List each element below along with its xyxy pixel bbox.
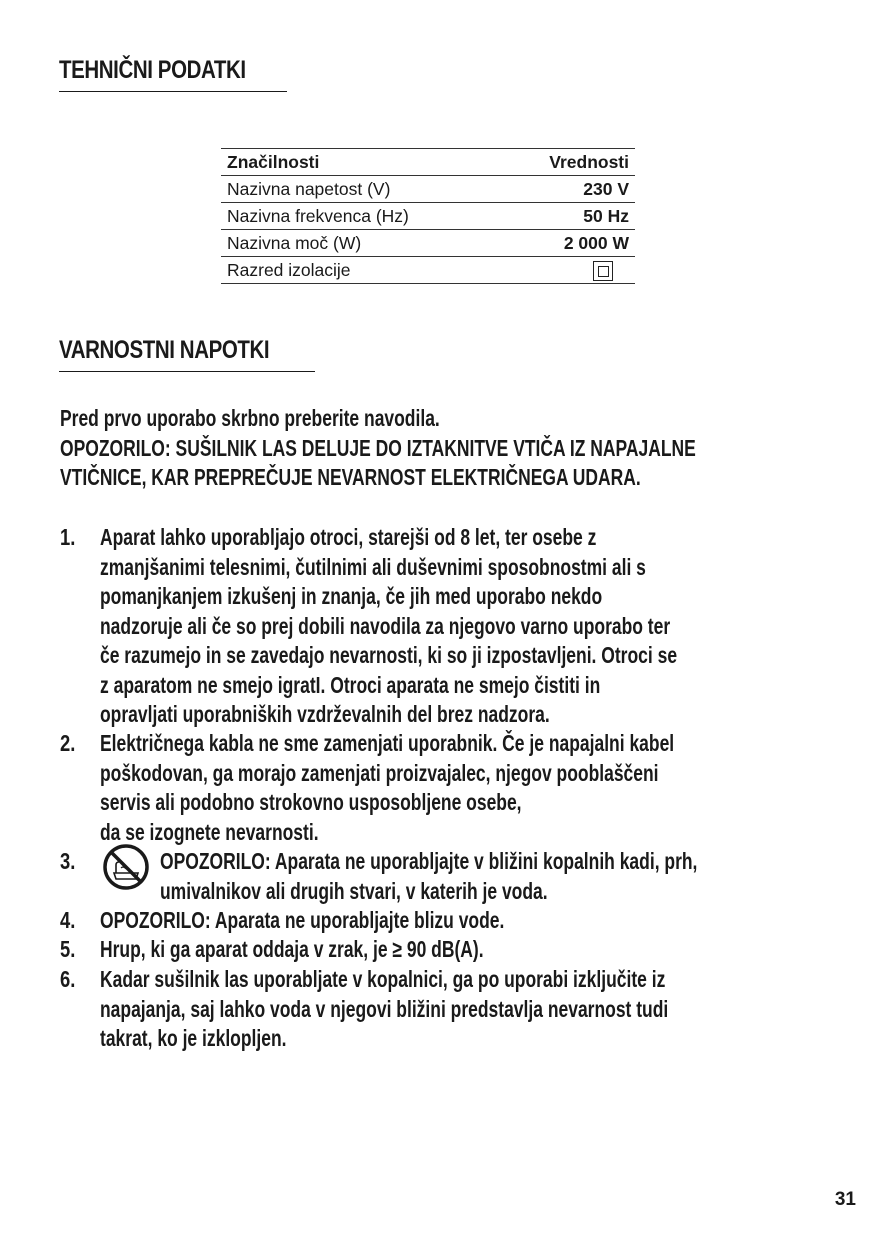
item-line: servis ali podobno strokovno usposobljene osebe, [100,789,522,815]
item-line: umivalnikov ali drugih stvari, v katerih je voda. [160,877,548,904]
item-line: poškodovan, ga morajo zamenjati proizvajalec, njegov pooblaščeni [100,759,659,786]
spec-label: Nazivna napetost (V) [221,176,502,203]
item-number: 6. [60,966,76,992]
double-insulation-icon [593,261,613,281]
spec-header-feature: Značilnosti [221,149,502,176]
item-line: z aparatom ne smejo igratI. Otroci aparata ne smejo čistiti in [100,671,601,698]
item-line: nadzoruje ali če so prej dobili navodila za njegovo varno uporabo ter [100,612,671,639]
spec-header-row [221,149,635,176]
item-number: 2. [60,730,76,756]
intro-line: OPOZORILO: SUŠILNIK LAS DELUJE DO IZTAKNITVE VTIČA IZ NAPAJALNE [60,434,696,461]
safety-intro [60,404,820,493]
page-number: 31 [834,1189,856,1210]
item-line: pomanjkanjem izkušenj in znanja, če jih med uporabo nekdo [100,583,603,609]
item-line: Aparat lahko uporabljajo otroci, starejši od 8 let, ter osebe z [100,524,597,550]
spec-label: Razred izolacije [221,257,502,284]
item-line: napajanja, saj lahko voda v njegovi bližini predstavlja nevarnost tudi [100,995,669,1022]
spec-value: 50 Hz [502,203,635,230]
spec-label: Nazivna frekvenca (Hz) [221,203,502,230]
spec-row [221,257,635,284]
item-line: takrat, ko je izklopljen. [100,1025,287,1051]
spec-table [221,148,635,284]
safety-heading: VARNOSTNI NAPOTKI [59,336,315,372]
spec-header-value: Vrednosti [502,149,635,176]
item-line: Hrup, ki ga aparat oddaja v zrak, je ≥ 90 dB(A). [100,936,484,962]
item-number: 3. [60,848,76,874]
intro-line: VTIČNICE, KAR PREPREČUJE NEVARNOST ELEKTRIČNEGA UDARA. [60,464,641,490]
item-line: OPOZORILO: Aparata ne uporabljajte v bližini kopalnih kadi, prh, [160,848,698,874]
item-line: Kadar sušilnik las uporabljate v kopalnici, ga po uporabi izključite iz [100,966,666,992]
spec-row [221,230,635,257]
spec-row [221,203,635,230]
item-line: OPOZORILO: Aparata ne uporabljajte blizu vode. [100,907,505,933]
spec-row [221,176,635,203]
item-line: opravljati uporabniških vzdrževalnih del brez nadzora. [100,701,550,727]
no-bathtub-icon [102,843,150,891]
technical-data-heading: TEHNIČNI PODATKI [59,56,287,92]
item-line: zmanjšanimi telesnimi, čutilnimi ali duševnimi sposobnostmi ali s [100,553,646,580]
intro-line: Pred prvo uporabo skrbno preberite navodila. [60,405,440,431]
spec-value: 230 V [502,176,635,203]
item-line: da se izognete nevarnosti. [100,818,319,845]
item-number: 4. [60,907,76,933]
item-number: 1. [60,524,76,550]
item-line: če razumejo in se zavedajo nevarnosti, ki so ji izpostavljeni. Otroci se [100,642,678,668]
item-number: 5. [60,936,76,962]
spec-label: Nazivna moč (W) [221,230,502,257]
item-line: Električnega kabla ne sme zamenjati uporabnik. Če je napajalni kabel [100,730,675,756]
spec-value: 2 000 W [502,230,635,257]
